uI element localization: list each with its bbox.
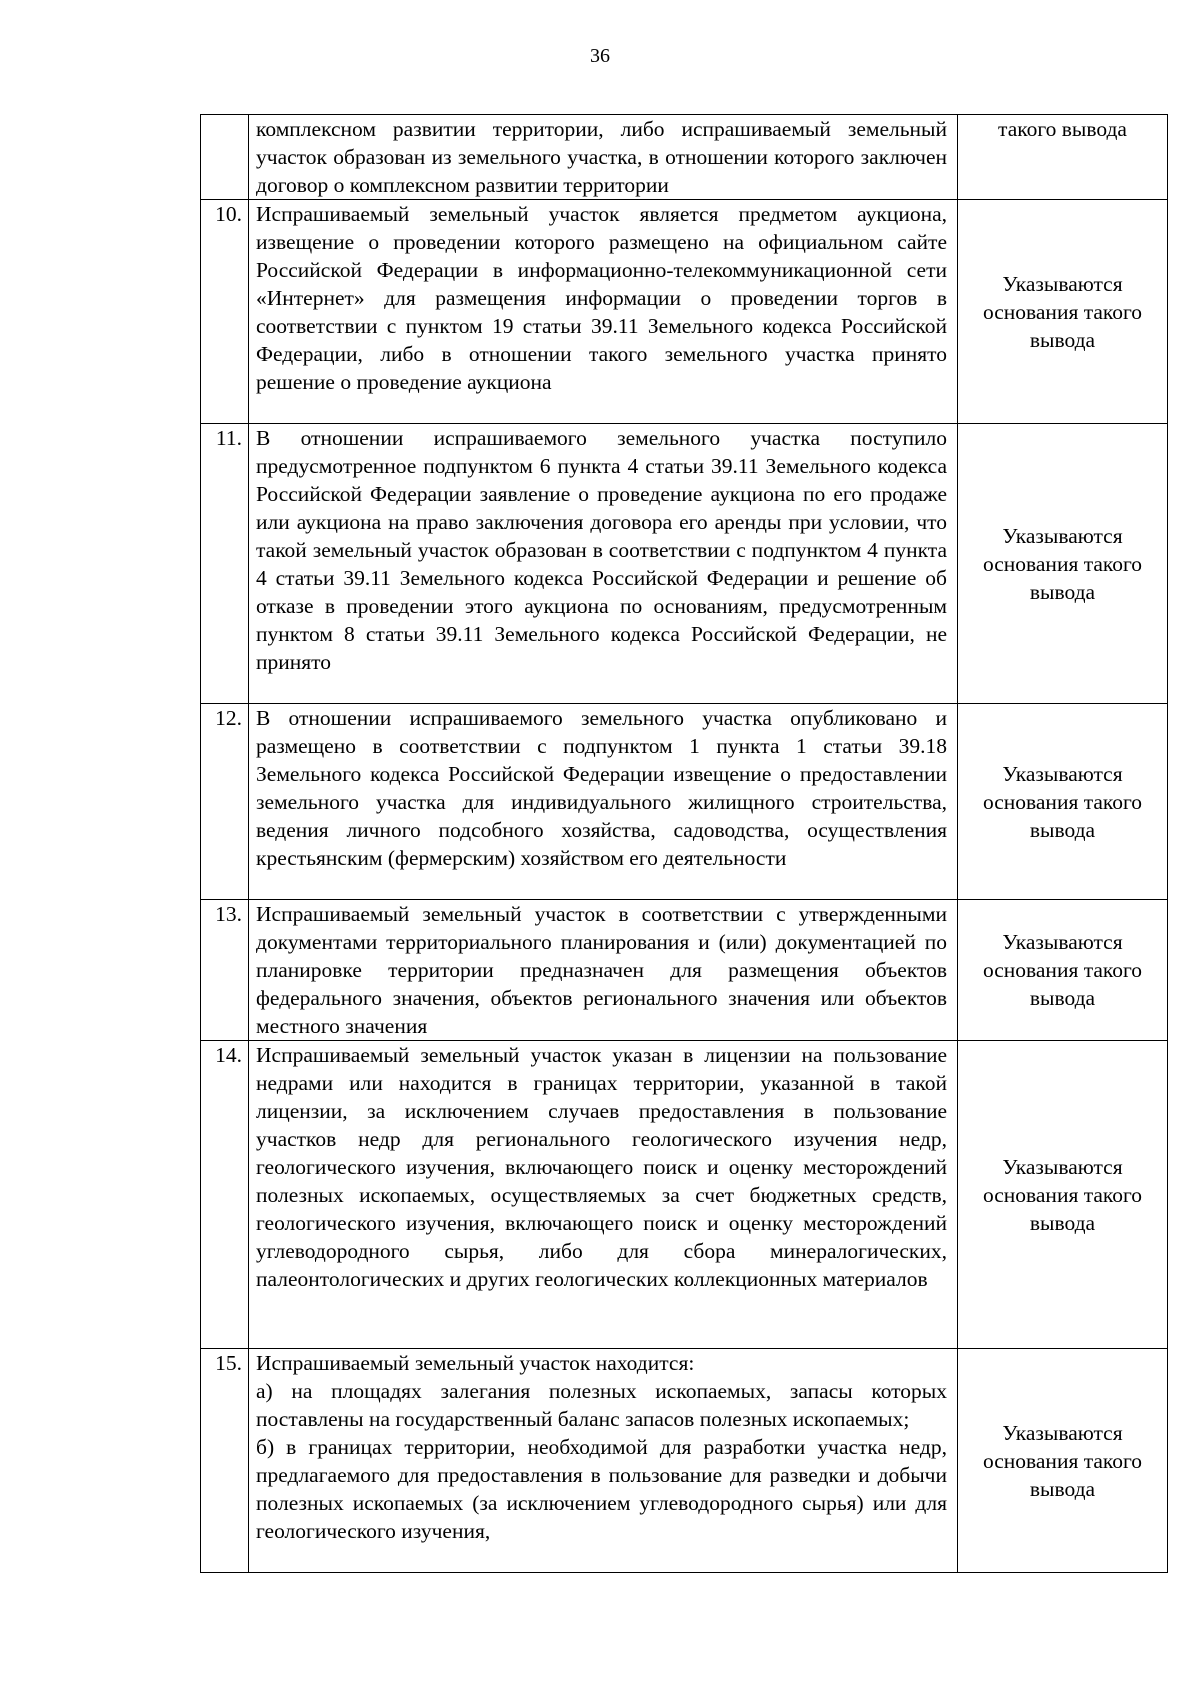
row-result: Указываются основания такого вывода [958, 900, 1168, 1041]
row-text [249, 1349, 958, 1573]
row-number: 15. [201, 1349, 249, 1573]
table-row [201, 704, 1168, 900]
row-number: 11. [201, 424, 249, 704]
row-number: 10. [201, 200, 249, 424]
table-row [201, 900, 1168, 1041]
row-number [201, 115, 249, 200]
row-text: Испрашиваемый земельный участок является предметом аукциона, извещение о проведении которого размещено на официальном сайте Российской Федерации в информационно-телекоммуникационной сети «Интернет» для размещения информации о проведении торгов в соответствии с пунктом 19 статьи 39.11 Земельного кодекса Российской Федерации, либо в отношении такого земельного участка принято решение о проведение аукциона [249, 200, 958, 424]
page-number: 36 [590, 45, 610, 67]
row-text-item-b: б) в границах территории, необходимой для разработки участка недр, предлагаемого для предоставления в пользование для разведки и добычи полезных ископаемых (за исключением углеводородного сырья) или для геологического изучения, [256, 1435, 947, 1543]
row-result: такого вывода [958, 115, 1168, 200]
row-result: Указываются основания такого вывода [958, 424, 1168, 704]
row-text: Испрашиваемый земельный участок указан в лицензии на пользование недрами или находится в границах территории, указанной в такой лицензии, за исключением случаев предоставления в пользование участков недр для регионального геологического изучения недр, геологического изучения, включающего поиск и оценку месторождений полезных ископаемых, осуществляемых за счет бюджетных средств, геологического изучения, включающего поиск и оценку месторождений углеводородного сырья, либо для сбора минералогических, палеонтологических и других геологических коллекционных материалов [249, 1041, 958, 1349]
table-row [201, 1349, 1168, 1573]
row-text: Испрашиваемый земельный участок в соответствии с утвержденными документами территориального планирования и (или) документацией по планировке территории предназначен для размещения объектов федерального значения, объектов регионального значения или объектов местного значения [249, 900, 958, 1041]
conditions-table [200, 114, 1168, 1573]
row-result: Указываются основания такого вывода [958, 1041, 1168, 1349]
row-text-intro: Испрашиваемый земельный участок находится: [256, 1351, 695, 1375]
row-result: Указываются основания такого вывода [958, 200, 1168, 424]
row-result: Указываются основания такого вывода [958, 1349, 1168, 1573]
row-result: Указываются основания такого вывода [958, 704, 1168, 900]
row-text-item-a: а) на площадях залегания полезных ископаемых, запасы которых поставлены на государственный баланс запасов полезных ископаемых; [256, 1379, 947, 1431]
row-text: комплексном развитии территории, либо испрашиваемый земельный участок образован из земельного участка, в отношении которого заключен договор о комплексном развитии территории [249, 115, 958, 200]
table-row [201, 115, 1168, 200]
row-text: В отношении испрашиваемого земельного участка поступило предусмотренное подпунктом 6 пункта 4 статьи 39.11 Земельного кодекса Российской Федерации заявление о проведение аукциона по его продаже или аукциона на право заключения договора его аренды при условии, что такой земельный участок образован в соответствии с подпунктом 4 пункта 4 статьи 39.11 Земельного кодекса Российской Федерации и решение об отказе в проведении этого аукциона по основаниям, предусмотренным пунктом 8 статьи 39.11 Земельного кодекса Российской Федерации, не принято [249, 424, 958, 704]
row-number: 12. [201, 704, 249, 900]
table-row [201, 200, 1168, 424]
row-number: 13. [201, 900, 249, 1041]
table-row [201, 424, 1168, 704]
row-number: 14. [201, 1041, 249, 1349]
row-text: В отношении испрашиваемого земельного участка опубликовано и размещено в соответствии с подпунктом 1 пункта 1 статьи 39.18 Земельного кодекса Российской Федерации извещение о предоставлении земельного участка для индивидуального жилищного строительства, ведения личного подсобного хозяйства, садоводства, осуществления крестьянским (фермерским) хозяйством его деятельности [249, 704, 958, 900]
table-row [201, 1041, 1168, 1349]
